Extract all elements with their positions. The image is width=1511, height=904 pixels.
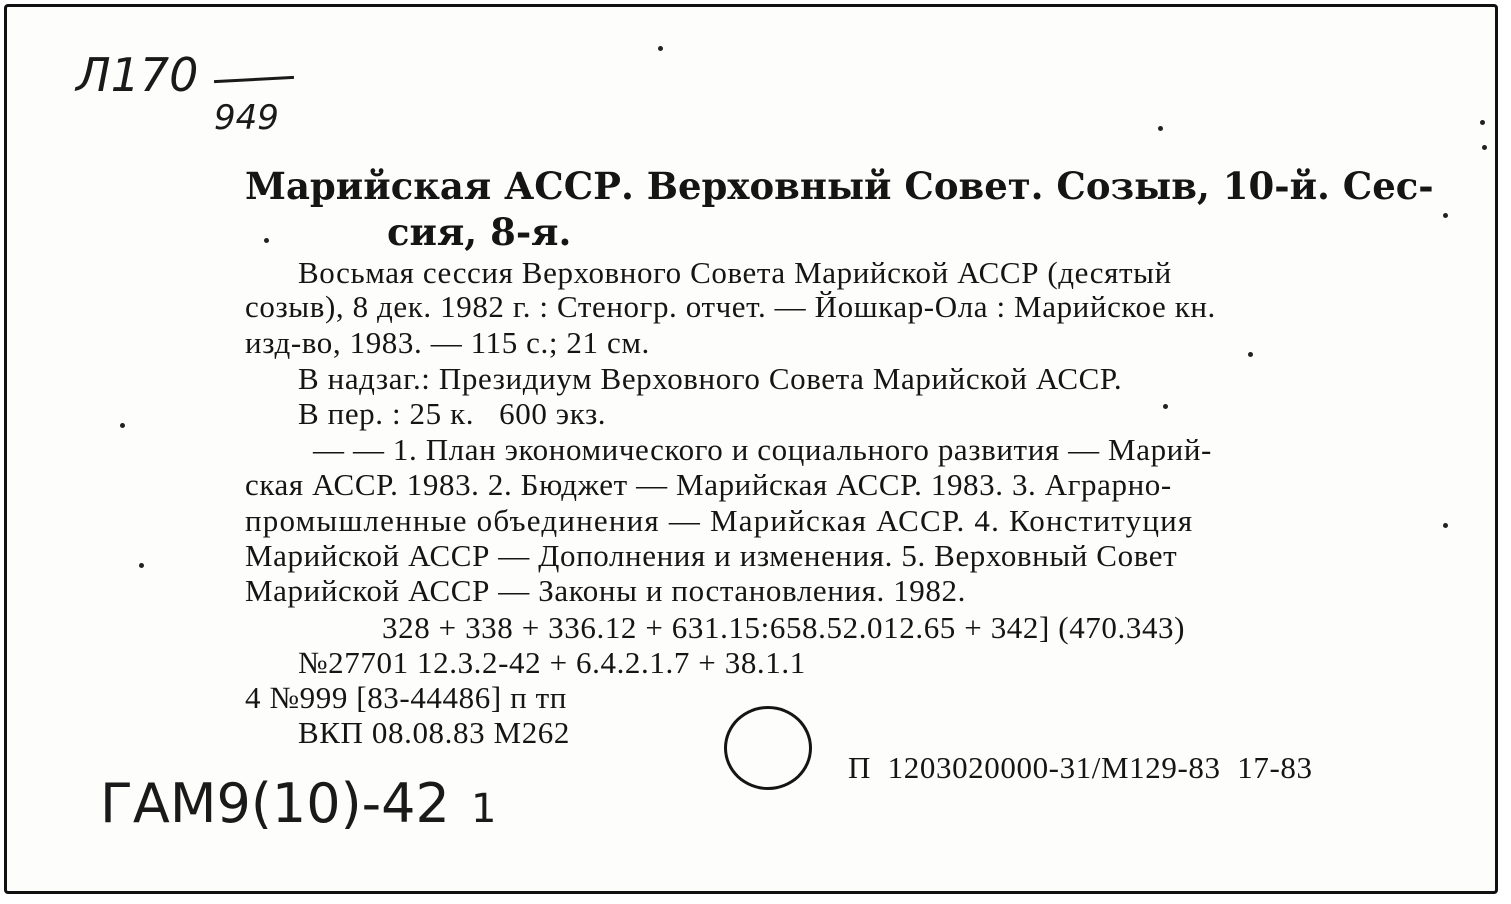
order-number: 4 №999 [83-44486] п тп xyxy=(245,680,567,715)
publication-code: П 1203020000-31/М129-83 17-83 xyxy=(848,750,1313,785)
bbk-index: №27701 12.3.2-42 + 6.4.2.1.7 + 38.1.1 xyxy=(298,645,806,680)
scan-speck xyxy=(658,46,663,51)
archive-note-suffix: 1 xyxy=(471,786,497,832)
scan-speck xyxy=(1158,126,1163,131)
subjects-line-2: ская АССР. 1983. 2. Бюджет — Марийская АССР. 1983. 3. Аграрно- xyxy=(245,467,1172,502)
handwritten-shelfmark xyxy=(76,48,198,102)
archive-note-text: ГАМ9(10)-42 xyxy=(100,772,450,835)
scan-speck xyxy=(120,423,125,428)
scan-speck xyxy=(264,238,269,243)
scan-speck xyxy=(139,563,144,568)
subjects-line-5: Марийской АССР — Законы и постановления. 1982. xyxy=(245,573,966,608)
description-line-3: изд-во, 1983. — 115 с.; 21 см. xyxy=(245,325,650,360)
subjects-line-3: промышленные объединения — Марийская АССР. 4. Конституция xyxy=(245,503,1194,538)
description-line-1: Восьмая сессия Верховного Совета Марийской АССР (десятый xyxy=(298,255,1172,290)
scan-speck xyxy=(1482,145,1487,150)
circle-stamp-icon xyxy=(724,706,812,790)
scan-speck xyxy=(1163,404,1168,409)
scan-speck xyxy=(1443,213,1448,218)
subjects-line-1: — — 1. План экономического и социального развития — Марий- xyxy=(313,432,1212,467)
handwritten-archive-note xyxy=(100,772,497,835)
entry-heading-line-1: Марийская АССР. Верховный Совет. Созыв, 10-й. Сес- xyxy=(245,164,1434,208)
scan-speck xyxy=(1443,523,1448,528)
vkp-line: ВКП 08.08.83 М262 xyxy=(298,715,571,750)
shelfmark-bottom: 949 xyxy=(214,98,279,138)
price-note: В пер. : 25 к. 600 экз. xyxy=(298,396,607,431)
shelfmark-top: Л170 xyxy=(76,48,199,102)
udc-index: 328 + 338 + 336.12 + 631.15:658.52.012.65 + 342] (470.343) xyxy=(382,610,1186,645)
entry-heading-line-2: сия, 8-я. xyxy=(387,210,572,254)
scan-speck xyxy=(1480,120,1485,125)
scan-speck xyxy=(1248,352,1253,357)
subjects-line-4: Марийской АССР — Дополнения и изменения. 5. Верховный Совет xyxy=(245,538,1178,573)
nadzag-note: В надзаг.: Президиум Верховного Совета Марийской АССР. xyxy=(298,361,1123,396)
description-line-2: созыв), 8 дек. 1982 г. : Стеногр. отчет. — Йошкар-Ола : Марийское кн. xyxy=(245,289,1216,324)
